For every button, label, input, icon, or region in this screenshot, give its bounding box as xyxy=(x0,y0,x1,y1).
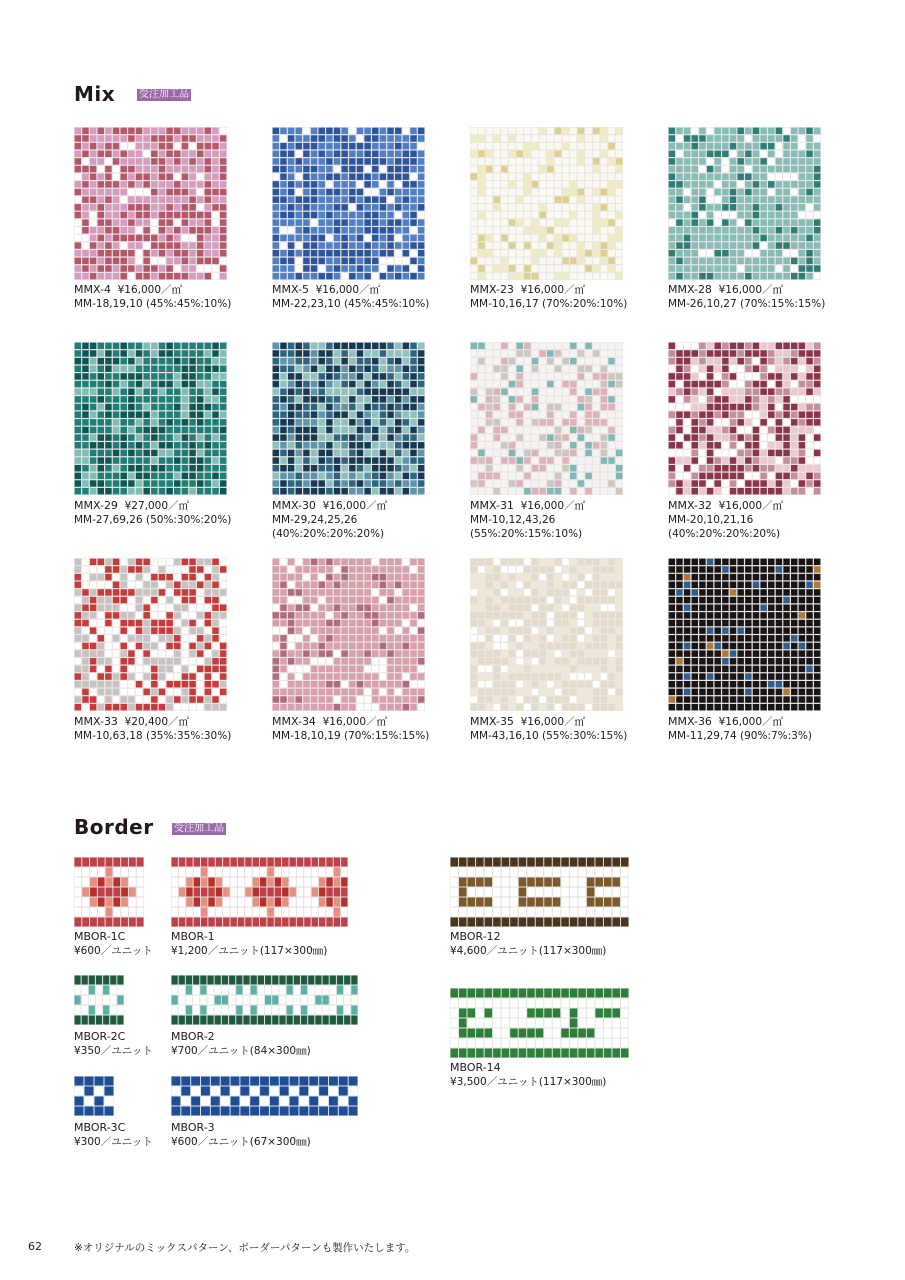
product-caption xyxy=(470,499,585,541)
product-price: ¥27,000／㎡ xyxy=(124,500,190,512)
product-code: MBOR-2C xyxy=(74,1030,126,1043)
product-price: ¥600／ユニット xyxy=(74,945,153,957)
product-spec-ratio: (40%:20%:20%:20%) xyxy=(272,528,385,540)
product-caption xyxy=(74,1121,153,1149)
product-code: MBOR-14 xyxy=(450,1061,501,1074)
border-tile-swatch xyxy=(74,857,144,927)
product-code: MMX-35 xyxy=(470,715,514,728)
mosaic-tile-swatch xyxy=(668,558,821,711)
product-code: MMX-33 xyxy=(74,715,118,728)
product-price: ¥16,000／㎡ xyxy=(520,500,586,512)
product-code: MMX-23 xyxy=(470,283,514,296)
mosaic-tile-swatch xyxy=(74,127,227,280)
border-tile-swatch xyxy=(171,857,348,927)
product-price: ¥16,000／㎡ xyxy=(718,284,784,296)
product-caption xyxy=(74,930,153,958)
mosaic-tile-swatch xyxy=(668,342,821,495)
product-code: MBOR-12 xyxy=(450,930,501,943)
product-caption xyxy=(668,499,783,541)
mosaic-tile-swatch xyxy=(272,558,425,711)
product-spec: MM-10,12,43,26 xyxy=(470,514,556,526)
mosaic-tile-swatch xyxy=(470,558,623,711)
product-caption xyxy=(74,1030,153,1058)
border-tile-swatch xyxy=(74,1076,114,1116)
product-caption xyxy=(272,499,387,541)
product-caption xyxy=(272,715,429,743)
product-price: ¥16,000／㎡ xyxy=(520,284,586,296)
product-code: MMX-5 xyxy=(272,283,309,296)
border-tile-swatch xyxy=(171,975,358,1025)
product-spec-ratio: (40%:20%:20%:20%) xyxy=(668,528,781,540)
product-price: ¥3,500／ユニット(117×300㎜) xyxy=(450,1076,607,1088)
product-price: ¥16,000／㎡ xyxy=(117,284,183,296)
mosaic-tile-swatch xyxy=(74,558,227,711)
product-price: ¥16,000／㎡ xyxy=(718,500,784,512)
product-spec: MM-18,19,10 (45%:45%:10%) xyxy=(74,298,232,310)
mix-section-title: Mix xyxy=(74,82,116,106)
product-spec: MM-18,10,19 (70%:15%:15%) xyxy=(272,730,430,742)
mix-made-to-order-badge: 受注加工品 xyxy=(139,89,189,100)
product-code: MBOR-2 xyxy=(171,1030,215,1043)
mosaic-tile-swatch xyxy=(668,127,821,280)
product-spec: MM-22,23,10 (45%:45%:10%) xyxy=(272,298,430,310)
border-tile-swatch xyxy=(450,988,629,1058)
border-made-to-order-badge: 受注加工品 xyxy=(174,823,224,834)
product-code: MMX-4 xyxy=(74,283,111,296)
product-spec: MM-29,24,25,26 xyxy=(272,514,358,526)
product-price: ¥300／ユニット xyxy=(74,1136,153,1148)
product-code: MBOR-3C xyxy=(74,1121,126,1134)
product-spec: MM-11,29,74 (90%:7%:3%) xyxy=(668,730,812,742)
footer-note: ※オリジナルのミックスパターン、ボーダーパターンも製作いたします。 xyxy=(74,1242,416,1254)
mosaic-tile-swatch xyxy=(272,127,425,280)
product-code: MMX-30 xyxy=(272,499,316,512)
product-caption xyxy=(668,715,812,743)
product-price: ¥16,000／㎡ xyxy=(322,500,388,512)
product-spec: MM-26,10,27 (70%:15%:15%) xyxy=(668,298,826,310)
product-code: MMX-32 xyxy=(668,499,712,512)
product-spec: MM-43,16,10 (55%:30%:15%) xyxy=(470,730,628,742)
product-spec-ratio: (55%:20%:15%:10%) xyxy=(470,528,583,540)
product-spec: MM-10,63,18 (35%:35%:30%) xyxy=(74,730,232,742)
product-code: MMX-28 xyxy=(668,283,712,296)
product-caption xyxy=(470,715,627,743)
product-price: ¥16,000／㎡ xyxy=(315,284,381,296)
product-price: ¥16,000／㎡ xyxy=(718,716,784,728)
product-price: ¥16,000／㎡ xyxy=(322,716,388,728)
mosaic-tile-swatch xyxy=(272,342,425,495)
product-code: MMX-34 xyxy=(272,715,316,728)
product-price: ¥4,600／ユニット(117×300㎜) xyxy=(450,945,607,957)
product-caption xyxy=(74,715,231,743)
product-code: MMX-29 xyxy=(74,499,118,512)
product-caption xyxy=(450,1061,606,1089)
border-tile-swatch xyxy=(171,1076,358,1116)
product-caption xyxy=(668,283,825,311)
product-caption xyxy=(171,1121,311,1149)
product-price: ¥16,000／㎡ xyxy=(520,716,586,728)
product-spec: MM-27,69,26 (50%:30%:20%) xyxy=(74,514,232,526)
product-caption xyxy=(74,499,231,527)
product-code: MMX-31 xyxy=(470,499,514,512)
border-tile-swatch xyxy=(450,857,629,927)
product-spec: MM-20,10,21,16 xyxy=(668,514,754,526)
product-price: ¥1,200／ユニット(117×300㎜) xyxy=(171,945,328,957)
product-code: MMX-36 xyxy=(668,715,712,728)
product-caption xyxy=(450,930,606,958)
product-code: MBOR-3 xyxy=(171,1121,215,1134)
product-caption xyxy=(272,283,429,311)
border-tile-swatch xyxy=(74,975,124,1025)
product-caption xyxy=(171,930,327,958)
mosaic-tile-swatch xyxy=(470,342,623,495)
mosaic-tile-swatch xyxy=(470,127,623,280)
product-caption xyxy=(171,1030,311,1058)
product-code: MBOR-1C xyxy=(74,930,126,943)
product-price: ¥20,400／㎡ xyxy=(124,716,190,728)
product-spec: MM-10,16,17 (70%:20%:10%) xyxy=(470,298,628,310)
border-section-title: Border xyxy=(74,815,154,839)
product-price: ¥600／ユニット(67×300㎜) xyxy=(171,1136,311,1148)
product-caption xyxy=(74,283,231,311)
page-number: 62 xyxy=(28,1240,42,1253)
product-price: ¥700／ユニット(84×300㎜) xyxy=(171,1045,311,1057)
product-price: ¥350／ユニット xyxy=(74,1045,153,1057)
product-caption xyxy=(470,283,627,311)
product-code: MBOR-1 xyxy=(171,930,215,943)
mosaic-tile-swatch xyxy=(74,342,227,495)
